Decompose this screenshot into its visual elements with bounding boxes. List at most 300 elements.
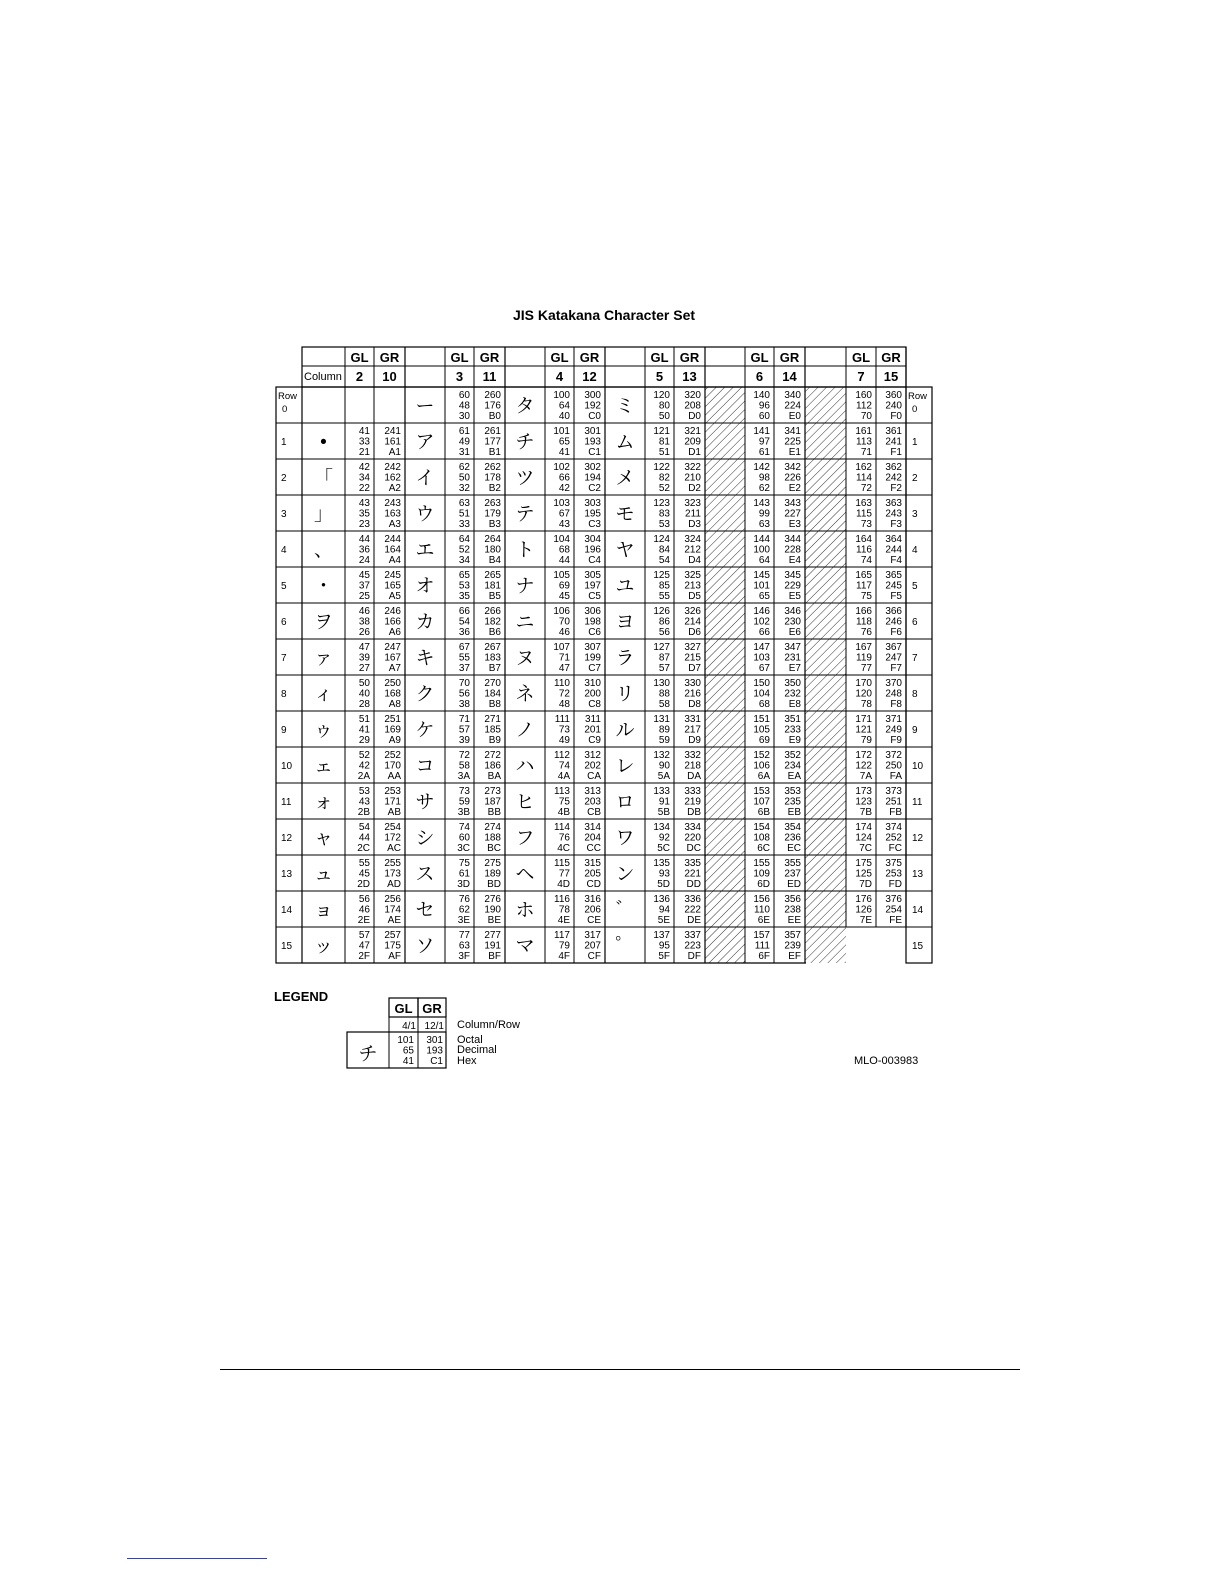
row-number: 15 <box>281 941 293 952</box>
gl-code: 130 <box>653 678 670 689</box>
gl-code: 47 <box>558 663 570 674</box>
gl-code: 2D <box>357 879 370 890</box>
gl-code: 162 <box>855 462 872 473</box>
gl-code: 75 <box>458 858 470 869</box>
gr-code: A8 <box>388 699 401 710</box>
gl-code: 65 <box>458 570 470 581</box>
gr-code: CB <box>587 807 601 818</box>
gr-code: 184 <box>484 688 501 700</box>
gr-code: 340 <box>784 390 801 401</box>
gl-code: 54 <box>358 822 370 833</box>
gr-code: 225 <box>784 436 801 448</box>
gr-code: 173 <box>384 868 401 880</box>
gr-code: 263 <box>484 498 501 509</box>
gr-code: 180 <box>484 544 501 556</box>
legend-desc: Hex <box>457 1055 477 1067</box>
gr-code: F3 <box>890 519 902 530</box>
gl-code: 4B <box>557 807 570 818</box>
gr-code: 304 <box>584 534 601 545</box>
gr-code: 313 <box>584 786 601 797</box>
gl-code: 60 <box>458 832 470 844</box>
gr-header: GR <box>479 350 500 365</box>
gr-code: 362 <box>885 462 902 473</box>
gl-code: 104 <box>753 688 770 700</box>
gr-code: 322 <box>684 462 701 473</box>
gr-code: AF <box>388 951 401 962</box>
gl-code: 80 <box>658 400 670 412</box>
gr-code: F4 <box>890 555 902 566</box>
gr-code: 167 <box>384 652 401 664</box>
gr-code: 371 <box>885 714 902 725</box>
gl-code: 44 <box>358 534 370 545</box>
gl-code: 6F <box>758 951 770 962</box>
gl-code: 53 <box>358 786 370 797</box>
gl-code: 64 <box>758 555 770 566</box>
gl-code: 75 <box>860 591 872 602</box>
column-label: Column <box>304 371 342 383</box>
gr-code: 376 <box>885 894 902 905</box>
row-number: 10 <box>912 761 924 772</box>
gr-code: 351 <box>784 714 801 725</box>
gr-code: DD <box>686 879 701 890</box>
katakana-glyph: ォ <box>313 792 334 813</box>
gl-code: 95 <box>658 940 670 952</box>
gl-code: 53 <box>458 580 470 592</box>
katakana-glyph: ワ <box>615 828 635 849</box>
gl-code: 54 <box>658 555 670 566</box>
gl-code: 144 <box>753 534 770 545</box>
gr-code: 249 <box>885 724 902 736</box>
gr-code: 343 <box>784 498 801 509</box>
gl-code: 68 <box>758 699 770 710</box>
katakana-glyph: ソ <box>415 936 435 957</box>
gl-code: 64 <box>458 534 470 545</box>
gr-code: E2 <box>788 483 801 494</box>
gl-code: 41 <box>358 426 370 437</box>
gl-code: 39 <box>458 735 470 746</box>
gl-code: 74 <box>458 822 470 833</box>
gr-code: 221 <box>684 868 701 880</box>
gr-code: 317 <box>584 930 601 941</box>
katakana-glyph: ス <box>415 864 435 885</box>
gl-code: 96 <box>758 400 770 412</box>
legend-desc: Decimal <box>457 1044 497 1056</box>
katakana-glyph: ァ <box>313 648 334 669</box>
gl-code: 160 <box>855 390 872 401</box>
katakana-glyph: コ <box>415 756 435 777</box>
gl-code: 135 <box>653 858 670 869</box>
katakana-glyph: ョ <box>313 900 334 921</box>
katakana-glyph: 」 <box>313 504 334 525</box>
gl-code: 114 <box>554 822 570 833</box>
gl-code: 43 <box>358 796 370 808</box>
gr-code: 302 <box>584 462 601 473</box>
gl-code: 50 <box>458 472 470 484</box>
katakana-glyph: ケ <box>415 720 435 741</box>
gr-code: DB <box>687 807 701 818</box>
gr-code: F7 <box>890 663 902 674</box>
gl-code: 56 <box>658 627 670 638</box>
gl-code: 85 <box>658 580 670 592</box>
gr-code: 355 <box>784 858 801 869</box>
gl-code: 123 <box>855 796 872 808</box>
gr-code: 201 <box>584 724 601 736</box>
row-number: 6 <box>912 617 918 628</box>
gl-code: 48 <box>558 699 570 710</box>
katakana-glyph: ロ <box>615 792 635 813</box>
row-number: 12 <box>912 833 924 844</box>
gr-code: B6 <box>488 627 501 638</box>
gl-code: 70 <box>558 616 570 628</box>
gl-code: 59 <box>458 796 470 808</box>
katakana-glyph: キ <box>415 648 435 669</box>
gr-code: C5 <box>588 591 601 602</box>
row-number: 1 <box>912 437 918 448</box>
gr-code: 342 <box>784 462 801 473</box>
gr-code: 315 <box>584 858 601 869</box>
gl-code: 110 <box>754 904 770 916</box>
legend-gl-code: 101 <box>397 1035 414 1046</box>
row-number: 11 <box>281 797 292 808</box>
gl-code: 98 <box>758 472 770 484</box>
gl-code: 61 <box>758 447 770 458</box>
row-number: 14 <box>912 905 924 916</box>
gr-code: 261 <box>484 426 501 437</box>
gr-column-number: 12 <box>582 369 597 384</box>
gr-code: 366 <box>885 606 902 617</box>
gr-code: 211 <box>685 508 701 520</box>
gr-code: 253 <box>384 786 401 797</box>
gl-code: 57 <box>358 930 370 941</box>
gr-code: 240 <box>885 400 902 412</box>
katakana-glyph: ン <box>615 864 635 885</box>
gl-code: 74 <box>558 760 570 772</box>
legend-desc: Octal <box>457 1034 483 1046</box>
katakana-glyph: モ <box>615 504 635 525</box>
gr-code: BB <box>487 807 501 818</box>
gr-code: 186 <box>484 760 501 772</box>
row-number: 12 <box>281 833 293 844</box>
katakana-glyph: ア <box>415 432 435 453</box>
gl-code: 140 <box>753 390 770 401</box>
gl-code: 4A <box>557 771 570 782</box>
gr-code: ED <box>787 879 801 890</box>
gr-code: E3 <box>788 519 801 530</box>
katakana-glyph: ナ <box>515 576 535 597</box>
gr-code: 176 <box>484 400 501 412</box>
gl-code: 67 <box>458 642 470 653</box>
katakana-glyph: ュ <box>313 864 334 885</box>
gl-code: 79 <box>860 735 872 746</box>
gl-column-number: 3 <box>455 369 464 384</box>
gl-code: 53 <box>658 519 670 530</box>
gr-code: B1 <box>488 447 501 458</box>
gr-code: D3 <box>688 519 701 530</box>
gl-code: 27 <box>358 663 370 674</box>
gr-code: 187 <box>484 796 501 808</box>
gl-code: 86 <box>658 616 670 628</box>
gl-code: 6D <box>757 879 770 890</box>
gr-code: 236 <box>784 832 801 844</box>
gl-code: 4C <box>557 843 570 854</box>
gr-code: 192 <box>584 400 601 412</box>
gl-code: 70 <box>458 678 470 689</box>
gr-code: E9 <box>788 735 801 746</box>
gl-code: 57 <box>458 724 470 736</box>
gr-code: 190 <box>484 904 501 916</box>
row-label: Row <box>278 391 298 402</box>
gr-code: 230 <box>784 616 801 628</box>
gl-code: 154 <box>753 822 770 833</box>
gl-code: 170 <box>855 678 872 689</box>
gl-code: 125 <box>653 570 670 581</box>
gr-code: BA <box>487 771 501 782</box>
gl-code: 34 <box>358 472 370 484</box>
gl-code: 151 <box>753 714 770 725</box>
gl-code: 114 <box>856 472 872 484</box>
katakana-glyph: • <box>320 432 327 453</box>
gl-code: 63 <box>458 498 470 509</box>
gl-code: 111 <box>754 940 770 952</box>
gl-code: 125 <box>855 868 872 880</box>
gl-header: GL <box>450 350 469 365</box>
gr-code: 321 <box>684 426 701 437</box>
katakana-glyph: ウ <box>415 504 435 525</box>
gr-code: 246 <box>885 616 902 628</box>
katakana-glyph: オ <box>415 576 435 597</box>
gl-code: 79 <box>558 940 570 952</box>
gr-code: 257 <box>384 930 401 941</box>
gr-code: 188 <box>484 832 501 844</box>
gr-code: 242 <box>384 462 401 473</box>
gr-code: 365 <box>885 570 902 581</box>
gr-code: B9 <box>488 735 501 746</box>
gl-code: 51 <box>458 508 470 520</box>
gr-code: 255 <box>384 858 401 869</box>
gl-code: 82 <box>658 472 670 484</box>
gr-code: 262 <box>484 462 501 473</box>
gl-code: 55 <box>458 652 470 664</box>
gr-code: 375 <box>885 858 902 869</box>
gr-code: 323 <box>684 498 701 509</box>
gl-code: 94 <box>658 904 670 916</box>
gr-code: E4 <box>788 555 801 566</box>
legend-col-row-gr: 12/1 <box>424 1021 444 1032</box>
gl-code: 172 <box>855 750 872 761</box>
gl-code: 99 <box>758 508 770 520</box>
gl-code: 167 <box>855 642 872 653</box>
katakana-glyph: ヌ <box>515 648 535 669</box>
gr-code: 227 <box>784 508 801 520</box>
gr-code: 204 <box>584 832 601 844</box>
gr-code: 189 <box>484 868 501 880</box>
gl-code: 137 <box>653 930 670 941</box>
gl-code: 66 <box>758 627 770 638</box>
legend-gl-code: 41 <box>402 1056 414 1067</box>
gl-code: 57 <box>658 663 670 674</box>
katakana-glyph: 、 <box>313 540 334 561</box>
gr-code: B3 <box>488 519 501 530</box>
gr-code: 194 <box>584 472 601 484</box>
gr-code: 272 <box>484 750 501 761</box>
gr-code: A4 <box>388 555 401 566</box>
gr-code: 335 <box>684 858 701 869</box>
gl-code: 46 <box>558 627 570 638</box>
gl-code: 5C <box>657 843 670 854</box>
gl-code: 59 <box>658 735 670 746</box>
katakana-glyph: ゛ <box>615 900 635 921</box>
gr-code: 327 <box>684 642 701 653</box>
gr-code: 244 <box>885 544 902 556</box>
gl-code: 108 <box>753 832 770 844</box>
gl-code: 43 <box>358 498 370 509</box>
gl-code: 121 <box>855 724 872 736</box>
gr-code: D8 <box>688 699 701 710</box>
gr-code: 174 <box>384 904 401 916</box>
gr-code: 210 <box>684 472 701 484</box>
gr-code: 214 <box>684 616 701 628</box>
gr-code: F2 <box>890 483 902 494</box>
gl-code: 176 <box>855 894 872 905</box>
gr-code: 245 <box>885 580 902 592</box>
gr-code: B7 <box>488 663 501 674</box>
gl-code: 150 <box>753 678 770 689</box>
gl-code: 112 <box>554 750 570 761</box>
gl-header: GL <box>650 350 669 365</box>
gl-code: 26 <box>358 627 370 638</box>
katakana-glyph: ト <box>515 540 535 561</box>
gl-code: 132 <box>653 750 670 761</box>
gr-code: FB <box>889 807 902 818</box>
gl-code: 101 <box>553 426 570 437</box>
gr-code: 165 <box>384 580 401 592</box>
gr-code: 245 <box>384 570 401 581</box>
gl-code: 5B <box>657 807 670 818</box>
gr-code: 256 <box>384 894 401 905</box>
legend-gr: GR <box>422 1001 442 1016</box>
row-number: 6 <box>281 617 287 628</box>
gr-code: 235 <box>784 796 801 808</box>
gl-code: 2F <box>358 951 370 962</box>
gr-code: 197 <box>584 580 601 592</box>
gr-code: 243 <box>885 508 902 520</box>
gr-code: 179 <box>484 508 501 520</box>
gr-code: 266 <box>484 606 501 617</box>
gl-code: 131 <box>653 714 670 725</box>
gr-code: 239 <box>784 940 801 952</box>
gr-code: D9 <box>688 735 701 746</box>
legend-col-row-gl: 4/1 <box>402 1021 416 1032</box>
gr-header: GR <box>679 350 700 365</box>
gl-code: 122 <box>855 760 872 772</box>
gr-code: BF <box>488 951 501 962</box>
gr-code: 260 <box>484 390 501 401</box>
gr-code: 337 <box>684 930 701 941</box>
gr-column-number: 10 <box>382 369 397 384</box>
gl-code: 103 <box>753 652 770 664</box>
gl-code: 38 <box>458 699 470 710</box>
gr-code: 220 <box>684 832 701 844</box>
gr-code: DA <box>687 771 701 782</box>
gl-code: 87 <box>658 652 670 664</box>
legend-gr-code: 301 <box>426 1035 443 1046</box>
row-number: 11 <box>912 797 923 808</box>
katakana-glyph: タ <box>515 396 535 417</box>
gl-code: 161 <box>855 426 872 437</box>
gl-code: 61 <box>458 868 470 880</box>
gr-code: 231 <box>784 652 801 664</box>
gr-code: C4 <box>588 555 601 566</box>
gr-code: 333 <box>684 786 701 797</box>
katakana-glyph: ノ <box>515 720 535 741</box>
katakana-glyph: マ <box>515 936 535 957</box>
gr-code: C6 <box>588 627 601 638</box>
gl-code: 105 <box>553 570 570 581</box>
gl-code: 117 <box>554 930 570 941</box>
gl-code: 77 <box>558 868 570 880</box>
gl-code: 40 <box>358 688 370 700</box>
gl-code: 157 <box>753 930 770 941</box>
gr-code: 212 <box>684 544 701 556</box>
gr-code: 232 <box>784 688 801 700</box>
gr-code: 250 <box>885 760 902 772</box>
gl-code: 109 <box>753 868 770 880</box>
gl-code: 25 <box>358 591 370 602</box>
gl-code: 45 <box>358 570 370 581</box>
row-number: 5 <box>281 581 287 592</box>
gr-code: E5 <box>788 591 801 602</box>
gl-code: 97 <box>758 436 770 448</box>
gr-code: CA <box>587 771 601 782</box>
gr-code: 267 <box>484 642 501 653</box>
katakana-glyph: ハ <box>515 756 535 777</box>
katakana-glyph: テ <box>515 504 535 525</box>
gl-code: 7B <box>859 807 872 818</box>
gl-code: 34 <box>458 555 470 566</box>
row-number: 7 <box>912 653 918 664</box>
gl-code: 67 <box>558 508 570 520</box>
gr-code: B5 <box>488 591 501 602</box>
katakana-glyph: 「 <box>313 468 334 489</box>
gl-code: 51 <box>658 447 670 458</box>
gr-column-number: 14 <box>782 369 797 384</box>
gl-code: 63 <box>758 519 770 530</box>
gr-code: 164 <box>384 544 401 556</box>
katakana-glyph: ラ <box>615 648 635 669</box>
gl-code: 2A <box>357 771 370 782</box>
gl-code: 126 <box>855 904 872 916</box>
katakana-glyph: ユ <box>615 576 635 597</box>
gr-code: A9 <box>388 735 401 746</box>
gl-code: 156 <box>753 894 770 905</box>
gl-code: 71 <box>558 652 570 664</box>
gl-code: 49 <box>558 735 570 746</box>
katakana-glyph: ・ <box>313 576 334 597</box>
gr-code: 253 <box>885 868 902 880</box>
gr-code: 196 <box>584 544 601 556</box>
gl-code: 3A <box>457 771 470 782</box>
gr-code: 303 <box>584 498 601 509</box>
gr-code: CF <box>587 951 601 962</box>
row-number: 3 <box>912 509 918 520</box>
gl-header: GL <box>350 350 369 365</box>
gl-code: 51 <box>358 714 370 725</box>
katakana-glyph: チ <box>515 432 535 453</box>
gr-code: CE <box>587 915 601 926</box>
gl-code: 6B <box>757 807 770 818</box>
gr-code: E6 <box>788 627 801 638</box>
gl-code: 174 <box>855 822 872 833</box>
